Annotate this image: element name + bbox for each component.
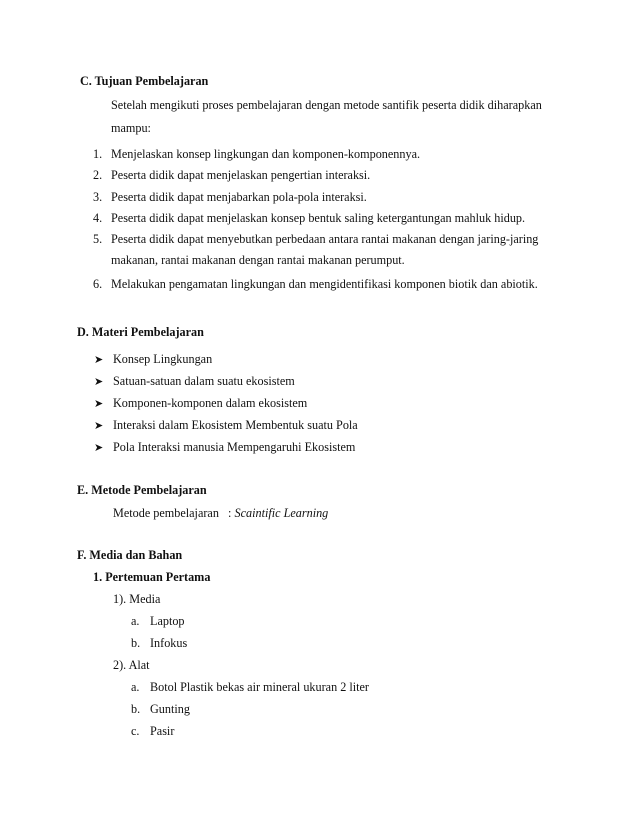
list-item-number: 3. (93, 190, 103, 204)
arrow-bullet-icon: ➤ (94, 441, 104, 454)
list-item: Gunting (150, 702, 190, 716)
method-line (113, 506, 328, 521)
arrow-bullet-icon: ➤ (94, 353, 104, 366)
section-f-subheading: 1. Pertemuan Pertama (93, 570, 211, 584)
list-item: Peserta didik dapat menjabarkan pola-pola interaksi. (111, 190, 367, 204)
list-item-letter: b. (131, 636, 141, 650)
list-item-letter: c. (131, 724, 140, 738)
method-value: Scaintific Learning (234, 506, 329, 520)
list-item-letter: a. (131, 614, 140, 628)
list-item: Peserta didik dapat menjelaskan pengertian interaksi. (111, 168, 371, 182)
section-f-heading: F. Media dan Bahan (77, 548, 183, 562)
media-label: 1). Media (113, 592, 161, 606)
list-item-number: 1. (93, 147, 103, 161)
list-item-letter: a. (131, 680, 140, 694)
list-item: Peserta didik dapat menjelaskan konsep bentuk saling ketergantungan mahluk hidup. (111, 211, 526, 225)
list-item: Pasir (150, 724, 175, 738)
section-c-intro-line2: mampu: (111, 121, 151, 135)
list-item: Komponen-komponen dalam ekosistem (113, 396, 308, 410)
list-item: Pola Interaksi manusia Mempengaruhi Ekosistem (113, 440, 356, 454)
list-item: Menjelaskan konsep lingkungan dan komponen-komponennya. (111, 147, 421, 161)
list-item: Melakukan pengamatan lingkungan dan mengidentifikasi komponen biotik dan abiotik. (111, 277, 538, 291)
list-item-number: 4. (93, 211, 103, 225)
section-c-heading: C. Tujuan Pembelajaran (80, 74, 209, 88)
arrow-bullet-icon: ➤ (94, 419, 104, 432)
list-item-number: 5. (93, 232, 103, 246)
list-item-number: 6. (93, 277, 103, 291)
list-item: Interaksi dalam Ekosistem Membentuk suatu Pola (113, 418, 358, 432)
method-label: Metode pembelajaran : (113, 506, 235, 520)
list-item-continuation: makanan, rantai makanan dengan rantai makanan perumput. (111, 253, 405, 267)
list-item: Satuan-satuan dalam suatu ekosistem (113, 374, 295, 388)
section-e-heading: E. Metode Pembelajaran (77, 483, 207, 497)
section-c-intro-line1: Setelah mengikuti proses pembelajaran dengan metode santifik peserta didik diharapkan (111, 98, 542, 112)
list-item: Laptop (150, 614, 185, 628)
list-item-letter: b. (131, 702, 141, 716)
arrow-bullet-icon: ➤ (94, 397, 104, 410)
list-item: Peserta didik dapat menyebutkan perbedaan antara rantai makanan dengan jaring-jaring (111, 232, 539, 246)
alat-label: 2). Alat (113, 658, 150, 672)
list-item: Konsep Lingkungan (113, 352, 213, 366)
list-item: Botol Plastik bekas air mineral ukuran 2 liter (150, 680, 369, 694)
list-item: Infokus (150, 636, 188, 650)
list-item-number: 2. (93, 168, 103, 182)
section-d-heading: D. Materi Pembelajaran (77, 325, 204, 339)
arrow-bullet-icon: ➤ (94, 375, 104, 388)
